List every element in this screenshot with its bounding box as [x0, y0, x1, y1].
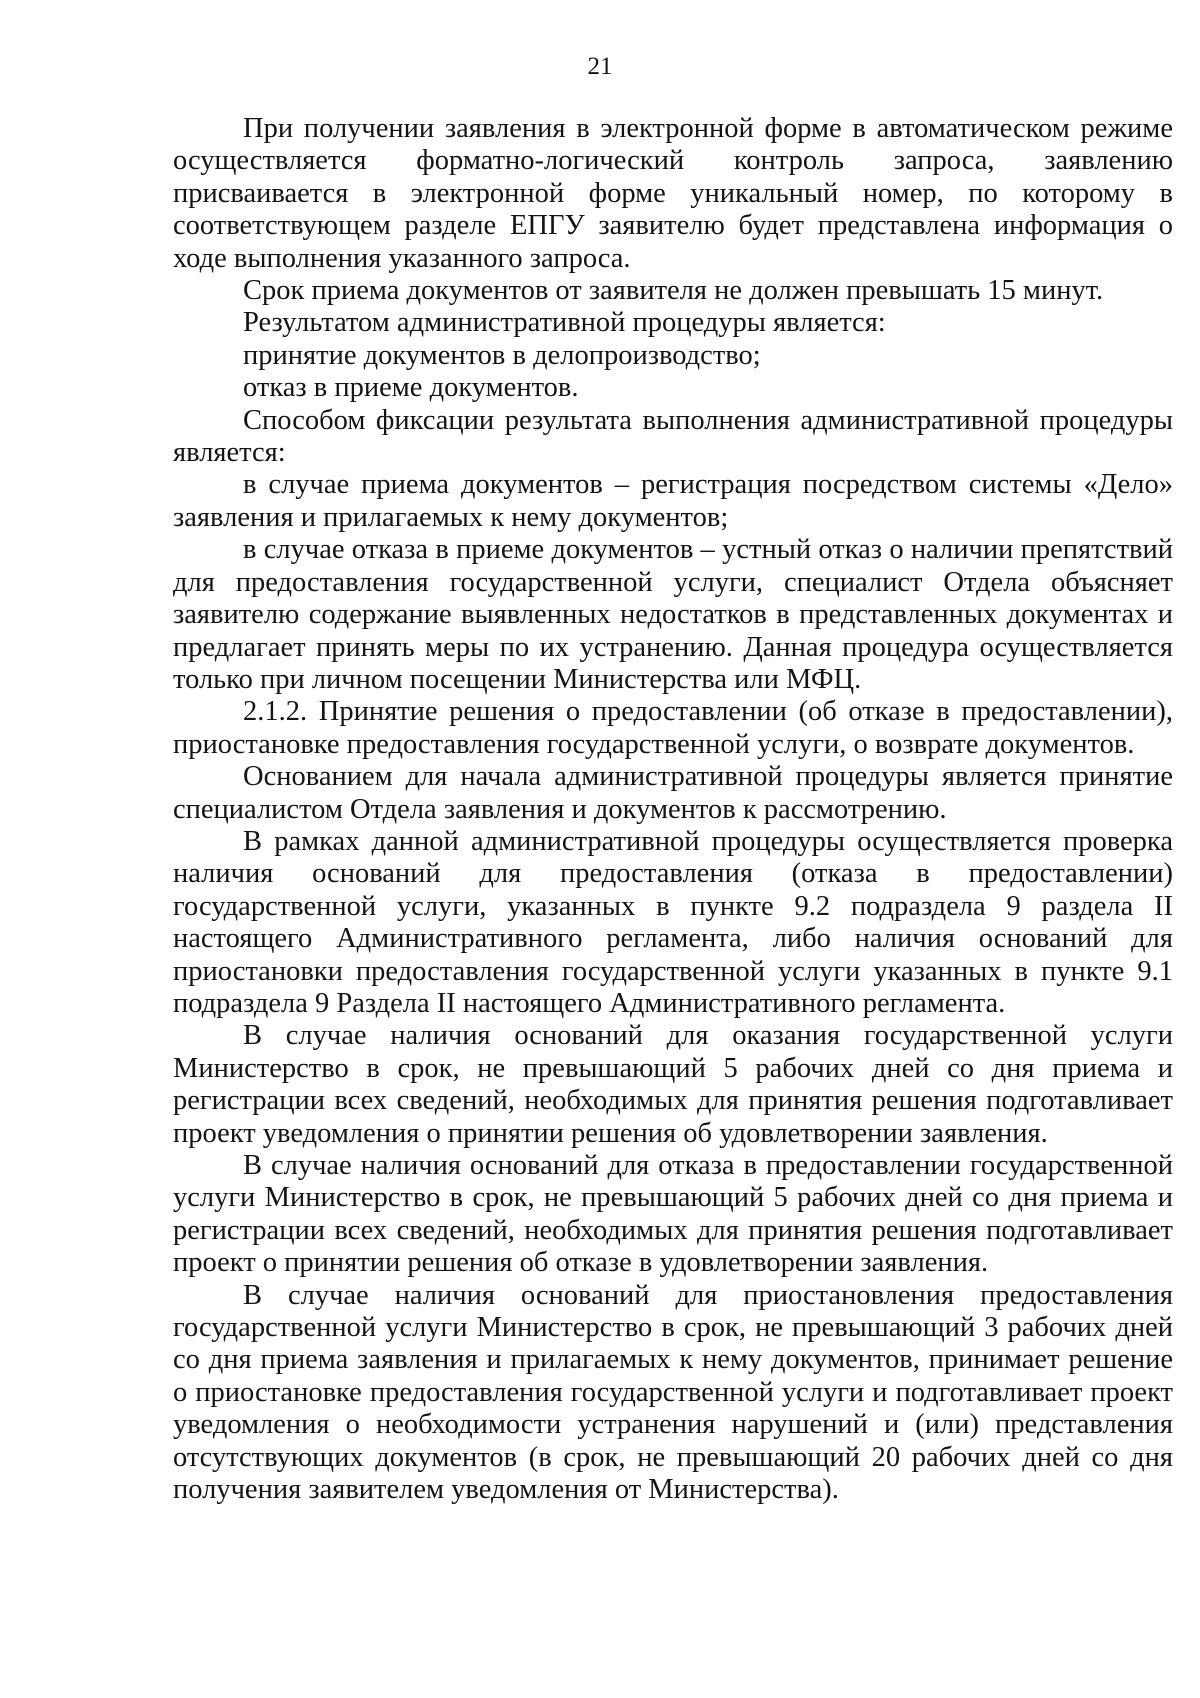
- document-body: [173, 113, 1173, 1506]
- paragraph-suspension-case: В случае наличия оснований для приостановления предоставления государственной услуги Министерство в срок, не превышающий 3 рабочих дней со дня приема заявления и прилагаемых к нему документов, принимает решение о приостановке предоставления государственной услуги и подготавливает проект уведомления о необходимости устранения нарушений и (или) представления отсутствующих документов (в срок, не превышающий 20 рабочих дней со дня получения заявителем уведомления от Министерства).: [173, 1279, 1173, 1506]
- paragraph-refusal-case: В случае наличия оснований для отказа в предоставлении государственной услуги Министерство в срок, не превышающий 5 рабочих дней со дня приема и регистрации всех сведений, необходимых для принятия решения подготавливает проект о принятии решения об отказе в удовлетворении заявления.: [173, 1150, 1173, 1279]
- paragraph-electronic-application: При получении заявления в электронной форме в автоматическом режиме осуществляется форматно-логический контроль запроса, заявлению присваивается в электронной форме уникальный номер, по которому в соответствующем разделе ЕПГУ заявителю будет представлена информация о ходе выполнения указанного запроса.: [173, 113, 1173, 274]
- paragraph-result-intro: Результатом административной процедуры является:: [243, 307, 886, 339]
- paragraph-fixation-refuse: в случае отказа в приеме документов – устный отказ о наличии препятствий для предоставления государственной услуги, специалист Отдела объясняет заявителю содержание выявленных недостатков в представленных документах и предлагает принять меры по их устранению. Данная процедура осуществляется только при личном посещении Министерства или МФЦ.: [173, 534, 1173, 695]
- paragraph-procedure-basis: Основанием для начала административной процедуры является принятие специалистом Отдела заявления и документов к рассмотрению.: [173, 761, 1173, 825]
- paragraph-acceptance-time: Срок приема документов от заявителя не должен превышать 15 минут.: [243, 275, 1104, 307]
- page-number: 21: [587, 53, 613, 80]
- paragraph-fixation-intro: Способом фиксации результата выполнения административной процедуры является:: [173, 404, 1173, 469]
- paragraph-result-refuse: отказ в приеме документов.: [243, 372, 579, 404]
- section-heading-2-1-2: 2.1.2. Принятие решения о предоставлении (об отказе в предоставлении), приостановке предоставления государственной услуги, о возврате документов.: [173, 696, 1173, 760]
- paragraph-approval-case: В случае наличия оснований для оказания государственной услуги Министерство в срок, не превышающий 5 рабочих дней со дня приема и регистрации всех сведений, необходимых для принятия решения подготавливает проект уведомления о принятии решения об удовлетворении заявления.: [173, 1020, 1173, 1149]
- paragraph-result-accept: принятие документов в делопроизводство;: [243, 339, 761, 371]
- paragraph-fixation-accept: в случае приема документов – регистрация посредством системы «Дело» заявления и прилагаемых к нему документов;: [173, 469, 1173, 533]
- paragraph-procedure-check: В рамках данной административной процедуры осуществляется проверка наличия оснований для предоставления (отказа в предоставлении) государственной услуги, указанных в пункте 9.2 подраздела 9 раздела II настоящего Административного регламента, либо наличия оснований для приостановки предоставления государственной услуги указанных в пункте 9.1 подраздела 9 Раздела II настоящего Административного регламента.: [173, 825, 1173, 1019]
